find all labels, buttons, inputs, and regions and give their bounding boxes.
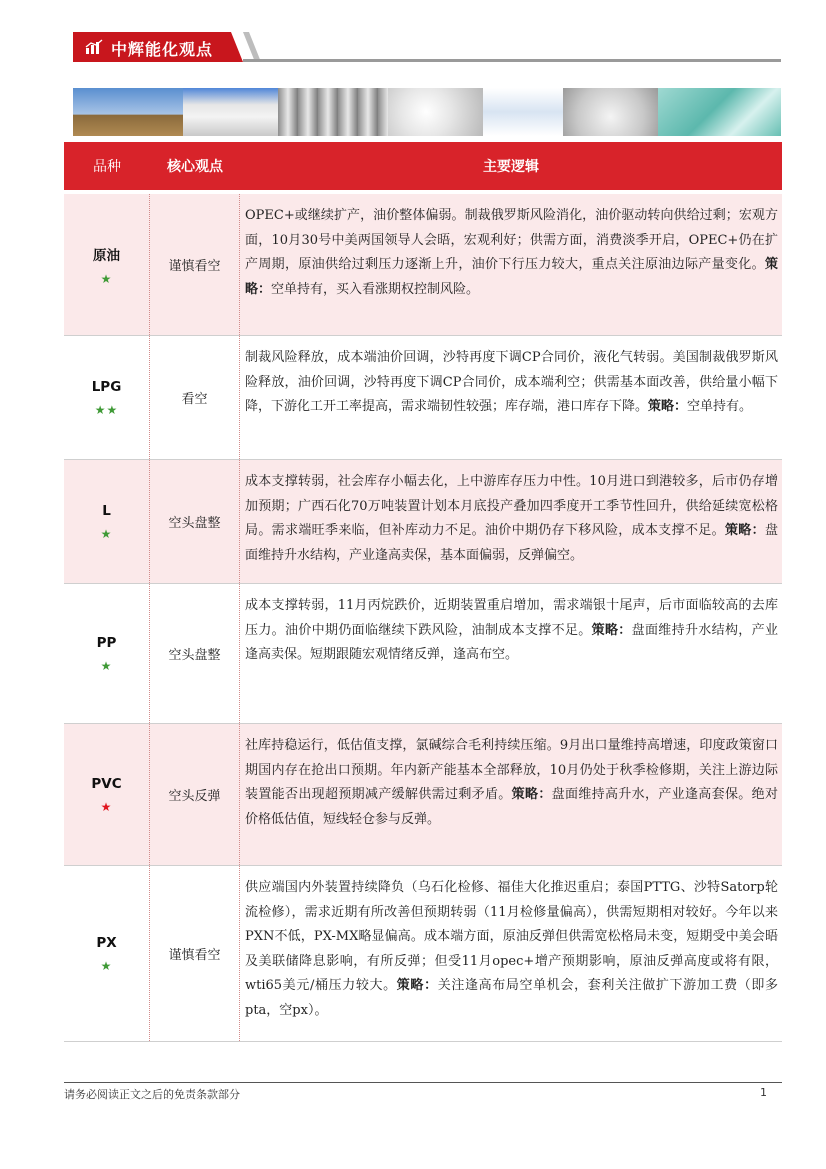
strategy-text: 盘面维持升水结构，产业逢高卖保。短期跟随宏观情绪反弹，逢高布空。 [245, 622, 778, 662]
core-view: 看空 [150, 336, 240, 459]
table-header [64, 142, 782, 192]
star-rating: ★ [100, 658, 113, 673]
table-row [64, 460, 782, 584]
strategy-label: 策略： [648, 399, 688, 414]
footer-disclaimer: 请务必阅读正文之后的免责条款部分 [64, 1088, 240, 1101]
table-row [64, 584, 782, 724]
strategy-text: 盘面维持高升水，产业逢高套保。绝对价格低估值，短线轻仓参与反弹。 [245, 787, 778, 827]
pipes-photo [278, 88, 388, 136]
glass-sheet-photo [658, 88, 781, 136]
header-title: 中辉能化观点 [111, 40, 214, 59]
granules-photo [563, 88, 658, 136]
strategy-text: 空单持有，买入看涨期权控制风险。 [271, 281, 480, 297]
core-view-table [64, 142, 782, 1042]
main-logic: 成本支撑转弱，11月丙烷跌价，近期装置重启增加，需求端银十尾声，后市面临较高的去库压力。油价中期仍面临继续下跌风险，油制成本支撑不足。策略：盘面维持升水结构，产业逢高卖保。短期跟随宏观情绪反弹，逢高布空。 [245, 598, 778, 662]
core-view: 空头盘整 [150, 584, 240, 723]
report-header [73, 32, 781, 62]
header-divider-accent [243, 32, 263, 62]
product-name: 原油 [93, 247, 120, 264]
header-divider-line [243, 59, 781, 62]
star-rating: ★ [100, 958, 113, 973]
product-bag-photo [483, 88, 563, 136]
main-logic: OPEC+或继续扩产，油价整体偏弱。制裁俄罗斯风险消化，油价驱动转向供给过剩；宏观方面，10月30号中美两国领导人会晤，宏观利好；供需方面，消费淡季开启，OPEC+仍在扩产周期，原油供给过剩压力逐渐上升，油价下行压力较大，重点关注原油边际产量变化。策略：空单持有，买入看涨期权控制风险。 [245, 208, 778, 297]
table-row [64, 336, 782, 460]
table-row [64, 866, 782, 1042]
core-view: 谨慎看空 [150, 866, 240, 1041]
product-name: PX [96, 934, 117, 951]
table-row [64, 724, 782, 866]
product-name: LPG [91, 378, 122, 395]
strategy-label: 策略： [724, 523, 765, 538]
footer-divider [64, 1082, 782, 1083]
core-view: 空头盘整 [150, 460, 240, 583]
main-logic: 供应端国内外装置持续降负（乌石化检修、福佳大化推迟重启；泰国PTTG、沙特Satorp轮流检修），需求近期有所改善但预期转弱（11月检修量偏高），供需短期相对较好。今年以来PXN不低，PX-MX略显偏高。成本端方面，原油反弹但供需宽松格局未变，短期受中美会晤及美联储降息影响，有所反弹；但受11月opec+增产预期影响，原油反弹高度或将有限，wti65美元/桶压力较大。策略：关注逢高布局空单机会，套利关注做扩下游加工费（即多pta，空px）。 [245, 880, 778, 1018]
main-logic: 制裁风险释放，成本端油价回调，沙特再度下调CP合同价，液化气转弱。美国制裁俄罗斯风险释放，油价回调，沙特再度下调CP合同价，成本端利空；供需基本面改善，供给量小幅下降，下游化工开工率提高，需求端韧性较强；库存端，港口库存下降。策略：空单持有。 [245, 350, 778, 414]
star-rating: ★★ [94, 402, 119, 417]
strategy-label: 策略： [591, 622, 632, 638]
main-logic: 成本支撑转弱，社会库存小幅去化，上中游库存压力中性。10月进口到港较多，后市仍存增加预期；广西石化70万吨装置计划本月底投产叠加四季度开工季节性回升，供给延续宽松格局。需求端旺季来临，但补库动力不足。油价中期仍存下移风险，成本支撑不足。策略：盘面维持升水结构，产业逢高卖保，基本面偏弱，反弹偏空。 [245, 474, 778, 563]
core-view: 空头反弹 [150, 724, 240, 865]
main-logic: 社库持稳运行，低估值支撑，氯碱综合毛利持续压缩。9月出口量维持高增速，印度政策窗口期国内存在抢出口预期。年内新产能基本全部释放，10月仍处于秋季检修期，关注上游边际装置能否出现超预期减产缓解供需过剩矛盾。策略：盘面维持高升水，产业逢高套保。绝对价格低估值，短线轻仓参与反弹。 [245, 738, 778, 827]
star-rating: ★ [100, 271, 113, 286]
product-name: L [102, 502, 111, 519]
core-view: 谨慎看空 [150, 194, 240, 335]
strategy-text: 空单持有。 [687, 399, 753, 414]
product-name: PVC [91, 775, 122, 792]
bar-chart-icon [85, 39, 103, 55]
strategy-text: 盘面维持升水结构，产业逢高卖保，基本面偏弱，反弹偏空。 [245, 523, 778, 563]
product-name: PP [96, 634, 117, 651]
strategy-label: 策略： [396, 978, 438, 993]
table-row [64, 194, 782, 336]
product-photo-banner [73, 88, 781, 136]
lpg-tank-photo [183, 88, 278, 136]
header-core-view: 核心观点 [167, 159, 223, 175]
star-rating: ★ [100, 799, 113, 814]
oil-pump-photo [73, 88, 183, 136]
strategy-label: 策略： [511, 787, 552, 802]
strategy-text: 关注逢高布局空单机会，套利关注做扩下游加工费（即多pta，空px）。 [245, 978, 778, 1018]
header-main-logic: 主要逻辑 [483, 159, 539, 175]
star-rating: ★ [100, 526, 113, 541]
strategy-label: 策略： [245, 257, 778, 297]
pellets-photo [388, 88, 483, 136]
page-number: 1 [760, 1086, 767, 1099]
header-product: 品种 [93, 159, 121, 175]
